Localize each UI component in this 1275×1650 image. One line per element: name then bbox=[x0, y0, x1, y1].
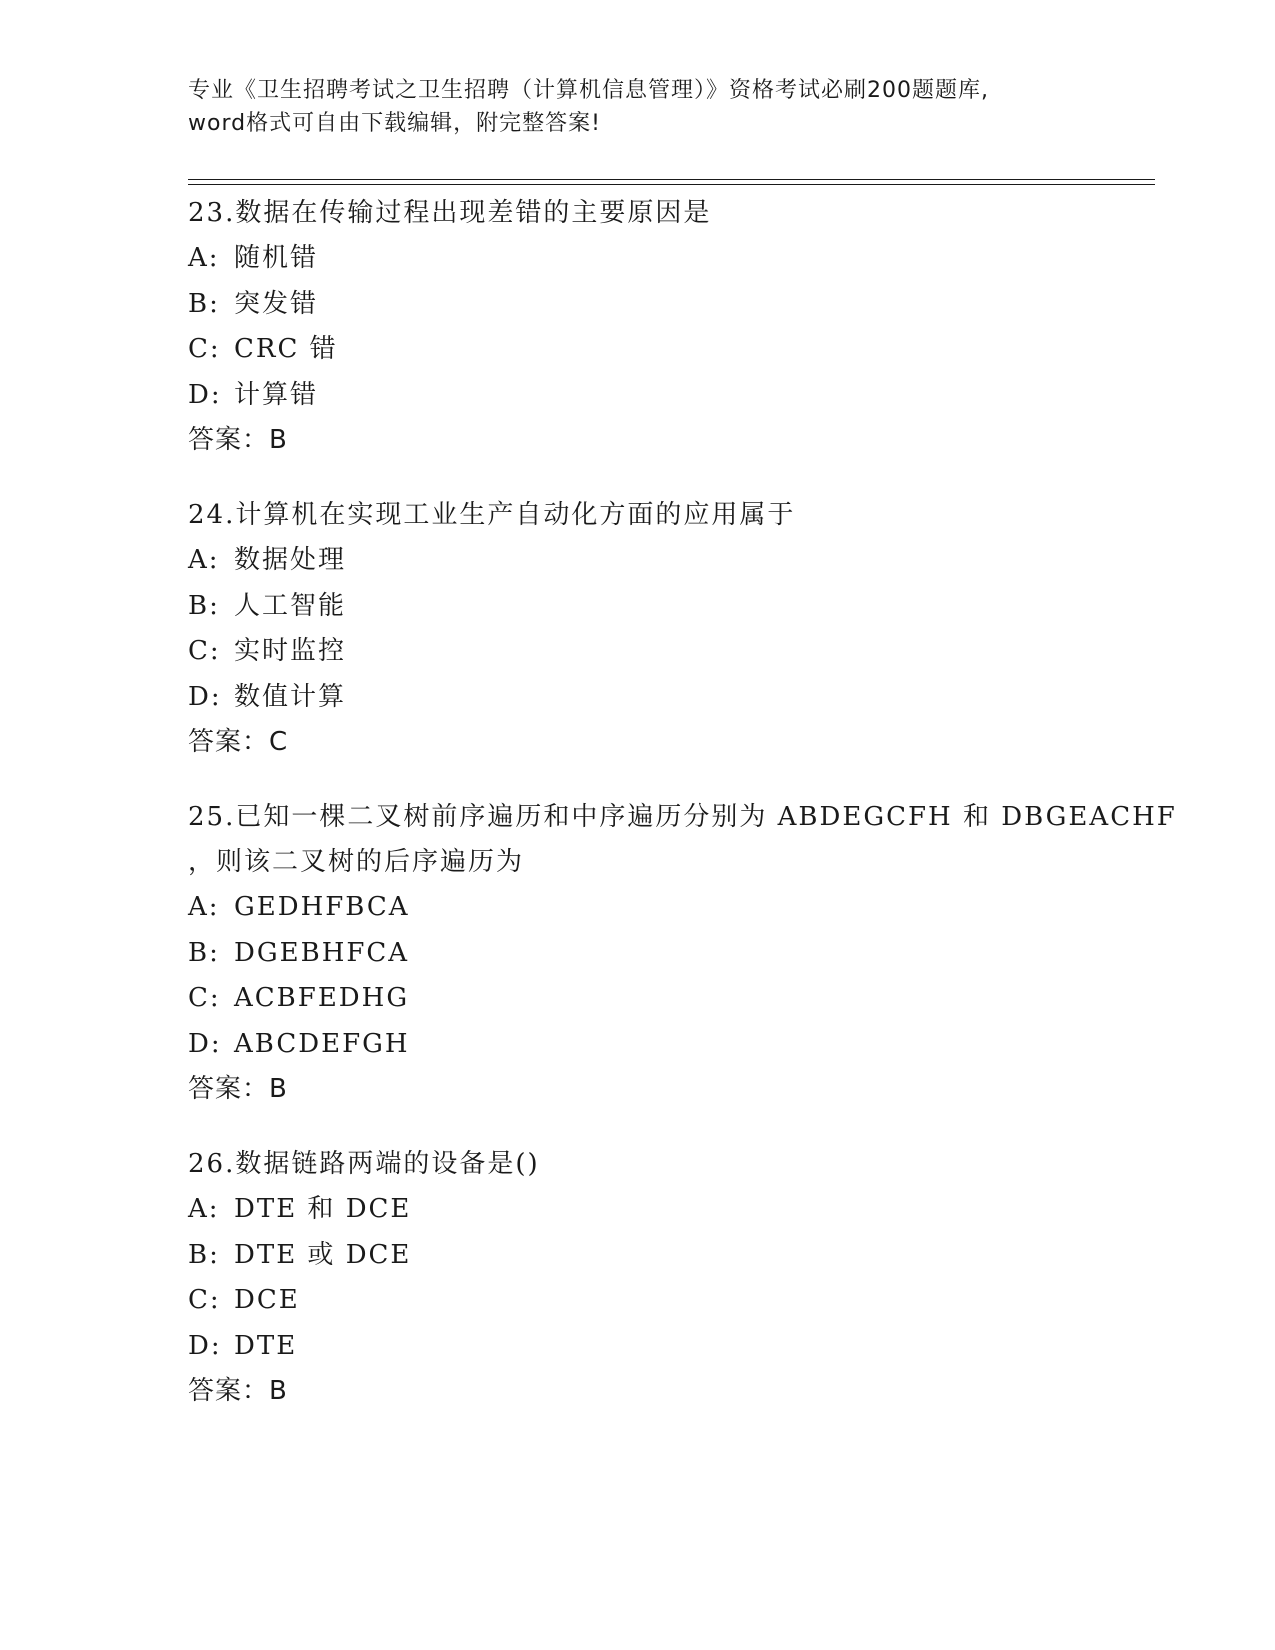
option-text: 随机错 bbox=[234, 243, 319, 273]
option-letter: D: bbox=[188, 681, 222, 712]
option-c bbox=[188, 1278, 1088, 1324]
option-text: 人工智能 bbox=[234, 590, 347, 621]
question-24 bbox=[188, 493, 1088, 765]
option-text: DTE 或 DCE bbox=[234, 1239, 412, 1270]
option-c bbox=[188, 976, 1088, 1022]
document-header bbox=[188, 74, 1088, 140]
option-letter: B: bbox=[188, 937, 220, 968]
option-a bbox=[188, 885, 1088, 931]
option-a bbox=[188, 538, 1088, 584]
option-letter: C: bbox=[188, 1285, 221, 1315]
option-b bbox=[188, 931, 1088, 977]
option-letter: B: bbox=[188, 288, 220, 319]
option-d bbox=[188, 1022, 1088, 1068]
option-letter: C: bbox=[188, 983, 221, 1013]
option-b bbox=[188, 1233, 1088, 1279]
question-23 bbox=[188, 191, 1088, 463]
option-text: 突发错 bbox=[234, 288, 319, 319]
option-text: DGEBHFCA bbox=[234, 937, 410, 968]
answer-line: 答案：B bbox=[188, 1074, 288, 1104]
question-stem: 23.数据在传输过程出现差错的主要原因是 bbox=[188, 198, 712, 228]
header-divider-bottom bbox=[188, 184, 1155, 185]
option-letter: B: bbox=[188, 590, 220, 621]
header-divider-top bbox=[188, 179, 1155, 180]
option-letter: B: bbox=[188, 1239, 220, 1270]
option-text: GEDHFBCA bbox=[234, 892, 410, 922]
option-b bbox=[188, 282, 1088, 328]
question-stem-line-1: 25.已知一棵二叉树前序遍历和中序遍历分别为 ABDEGCFH 和 DBGEACHF bbox=[188, 802, 1177, 832]
option-text: DCE bbox=[234, 1285, 300, 1315]
option-letter: A: bbox=[188, 1194, 220, 1224]
option-letter: C: bbox=[188, 334, 221, 364]
option-letter: D: bbox=[188, 1330, 222, 1361]
option-text: 实时监控 bbox=[234, 636, 347, 666]
question-list bbox=[188, 191, 1177, 1444]
option-letter: C: bbox=[188, 636, 221, 666]
option-text: DTE bbox=[234, 1330, 298, 1361]
option-letter: A: bbox=[188, 545, 220, 575]
option-text: CRC 错 bbox=[234, 334, 338, 364]
header-line-2: word格式可自由下载编辑，附完整答案! bbox=[188, 111, 601, 136]
option-text: ABCDEFGH bbox=[234, 1028, 410, 1059]
question-stem: 24.计算机在实现工业生产自动化方面的应用属于 bbox=[188, 500, 796, 530]
option-c bbox=[188, 629, 1088, 675]
answer-line: 答案：B bbox=[188, 1376, 288, 1406]
option-letter: A: bbox=[188, 892, 220, 922]
answer-line: 答案：C bbox=[188, 727, 289, 757]
option-c bbox=[188, 327, 1088, 373]
option-letter: D: bbox=[188, 379, 222, 410]
option-a bbox=[188, 1187, 1088, 1233]
header-line-1: 专业《卫生招聘考试之卫生招聘（计算机信息管理）》资格考试必刷200题题库, bbox=[188, 78, 989, 103]
option-b bbox=[188, 584, 1088, 630]
option-text: DTE 和 DCE bbox=[234, 1194, 412, 1224]
question-stem-line-2: ，则该二叉树的后序遍历为 bbox=[188, 847, 525, 877]
question-25 bbox=[188, 795, 1177, 1112]
answer-line: 答案：B bbox=[188, 425, 288, 455]
option-d bbox=[188, 1324, 1088, 1370]
question-26 bbox=[188, 1142, 1088, 1414]
option-text: 计算错 bbox=[234, 379, 319, 410]
option-d bbox=[188, 675, 1088, 721]
option-text: 数据处理 bbox=[234, 545, 347, 575]
option-d bbox=[188, 373, 1088, 419]
option-letter: A: bbox=[188, 243, 220, 273]
option-letter: D: bbox=[188, 1028, 222, 1059]
option-text: ACBFEDHG bbox=[234, 983, 410, 1013]
question-stem: 26.数据链路两端的设备是() bbox=[188, 1149, 540, 1179]
option-a bbox=[188, 236, 1088, 282]
option-text: 数值计算 bbox=[234, 681, 347, 712]
